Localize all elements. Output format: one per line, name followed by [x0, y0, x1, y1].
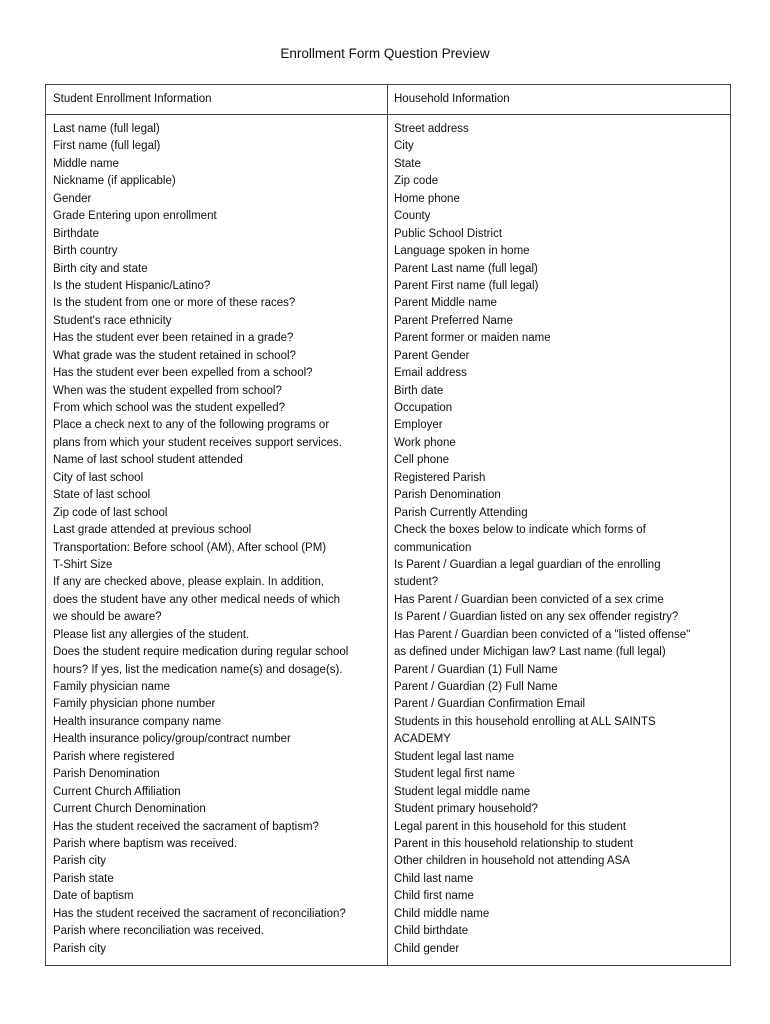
question-line: Health insurance policy/group/contract number — [53, 733, 291, 746]
question-line: Parent / Guardian (1) Full Name — [394, 663, 558, 676]
question-line: Employer — [394, 419, 443, 432]
question-line: Parish Denomination — [53, 768, 160, 781]
question-line: Health insurance company name — [53, 715, 222, 728]
question-line: Last grade attended at previous school — [53, 524, 252, 537]
question-line: Is Parent / Guardian listed on any sex offender registry? — [394, 611, 679, 624]
question-line: Family physician phone number — [53, 698, 216, 711]
question-line: Gender — [53, 192, 92, 205]
question-line: Grade Entering upon enrollment — [53, 210, 217, 223]
question-line: Occupation — [394, 402, 453, 414]
question-line: Child gender — [394, 942, 460, 955]
question-line: First name (full legal) — [53, 140, 161, 153]
question-line: If any are checked above, please explain. In addition, — [53, 576, 325, 589]
question-line: Transportation: Before school (AM), After school (PM) — [53, 541, 327, 554]
question-line: Public School District — [394, 227, 503, 240]
question-line: Parish Currently Attending — [394, 506, 528, 519]
question-line: Parish city — [53, 942, 107, 955]
question-line: Birth country — [53, 245, 118, 258]
question-line: State — [394, 157, 421, 170]
question-line: Parent Preferred Name — [394, 314, 513, 327]
question-line: What grade was the student retained in school? — [53, 349, 296, 362]
question-line: Parish where baptism was received. — [53, 837, 238, 850]
question-line: Middle name — [53, 157, 119, 170]
question-line: Date of baptism — [53, 890, 134, 903]
question-line: T-Shirt Size — [53, 558, 113, 571]
question-line: Please list any allergies of the student. — [53, 628, 250, 641]
question-line: Current Church Denomination — [53, 803, 206, 816]
question-line: Current Church Affiliation — [53, 785, 181, 798]
question-line: Parent in this household relationship to student — [394, 837, 634, 850]
question-line: Parish state — [53, 872, 114, 885]
question-line: Student's race ethnicity — [53, 314, 172, 327]
question-line: Parish where registered — [53, 750, 175, 763]
question-line: plans from which your student receives support services. — [53, 436, 342, 449]
question-line: Does the student require medication during regular school — [53, 646, 349, 659]
question-line: Parish Denomination — [394, 489, 501, 502]
question-line: Cell phone — [394, 454, 449, 467]
question-line: Has the student received the sacrament of reconciliation? — [53, 907, 346, 920]
question-line: Birth date — [394, 384, 444, 397]
question-line: communication — [394, 541, 472, 554]
question-line: Has the student ever been retained in a grade? — [53, 332, 294, 345]
question-line: Registered Parish — [394, 471, 486, 484]
question-line: Is the student from one or more of these races? — [53, 297, 296, 310]
question-line: we should be aware? — [53, 611, 162, 624]
question-line: Zip code — [394, 175, 439, 188]
question-line: Child middle name — [394, 907, 490, 920]
question-line: Parent / Guardian Confirmation Email — [394, 698, 586, 711]
header-household: Household Information — [394, 93, 510, 105]
question-table — [45, 84, 731, 966]
question-line: Parent / Guardian (2) Full Name — [394, 681, 558, 693]
question-line: as defined under Michigan law? Last name (full legal) — [394, 646, 666, 659]
question-line: Work phone — [394, 436, 456, 449]
question-line: Email address — [394, 367, 467, 380]
question-line: Birthdate — [53, 227, 100, 240]
question-line: Language spoken in home — [394, 245, 530, 258]
column-divider — [387, 85, 388, 965]
question-line: City — [394, 140, 414, 153]
question-line: Other children in household not attending ASA — [394, 855, 630, 868]
question-line: Student legal first name — [394, 768, 515, 781]
question-line: Has the student ever been expelled from a school? — [53, 367, 313, 380]
question-line: Has Parent / Guardian been convicted of a sex crime — [394, 593, 664, 606]
question-line: Check the boxes below to indicate which forms of — [394, 524, 646, 537]
question-line: Parent former or maiden name — [394, 332, 551, 345]
question-line: When was the student expelled from school? — [53, 384, 282, 397]
question-line: Zip code of last school — [53, 506, 168, 519]
question-line: Parent Last name (full legal) — [394, 262, 538, 275]
question-line: does the student have any other medical needs of which — [53, 593, 341, 606]
question-line: Family physician name — [53, 681, 170, 693]
question-line: Street address — [394, 123, 469, 135]
question-line: Parent First name (full legal) — [394, 279, 539, 292]
question-line: Parent Middle name — [394, 297, 497, 310]
question-line: County — [394, 210, 431, 223]
question-line: hours? If yes, list the medication name(s) and dosage(s). — [53, 663, 343, 676]
header-student-enrollment: Student Enrollment Information — [53, 93, 212, 105]
question-line: Child last name — [394, 872, 474, 885]
question-line: Student legal middle name — [394, 785, 531, 798]
question-line: Last name (full legal) — [53, 123, 160, 135]
question-line: Has the student received the sacrament of baptism? — [53, 820, 319, 833]
question-line: Has Parent / Guardian been convicted of a "listed offense" — [394, 628, 691, 641]
question-line: Name of last school student attended — [53, 454, 243, 467]
question-line: Is Parent / Guardian a legal guardian of the enrolling — [394, 558, 661, 571]
question-line: Nickname (if applicable) — [53, 175, 176, 188]
household-questions — [394, 121, 728, 958]
question-line: Legal parent in this household for this student — [394, 820, 627, 833]
question-line: Child birthdate — [394, 925, 469, 938]
question-line: Parish where reconciliation was received. — [53, 925, 264, 938]
question-line: Child first name — [394, 890, 474, 903]
page-title: Enrollment Form Question Preview — [280, 46, 490, 61]
question-line: State of last school — [53, 489, 151, 502]
question-line: ACADEMY — [394, 733, 451, 746]
student-enrollment-questions — [53, 121, 383, 958]
question-line: Place a check next to any of the following programs or — [53, 419, 330, 432]
question-line: Home phone — [394, 192, 460, 205]
question-line: From which school was the student expelled? — [53, 402, 286, 414]
question-line: Parent Gender — [394, 349, 470, 362]
question-line: Birth city and state — [53, 262, 148, 275]
question-line: Parish city — [53, 855, 107, 868]
question-line: Student legal last name — [394, 750, 515, 763]
question-line: Is the student Hispanic/Latino? — [53, 279, 211, 292]
table-header-row — [46, 85, 730, 115]
question-line: City of last school — [53, 471, 144, 484]
question-line: Student primary household? — [394, 803, 538, 816]
question-line: Students in this household enrolling at ALL SAINTS — [394, 715, 656, 728]
question-line: student? — [394, 576, 439, 589]
